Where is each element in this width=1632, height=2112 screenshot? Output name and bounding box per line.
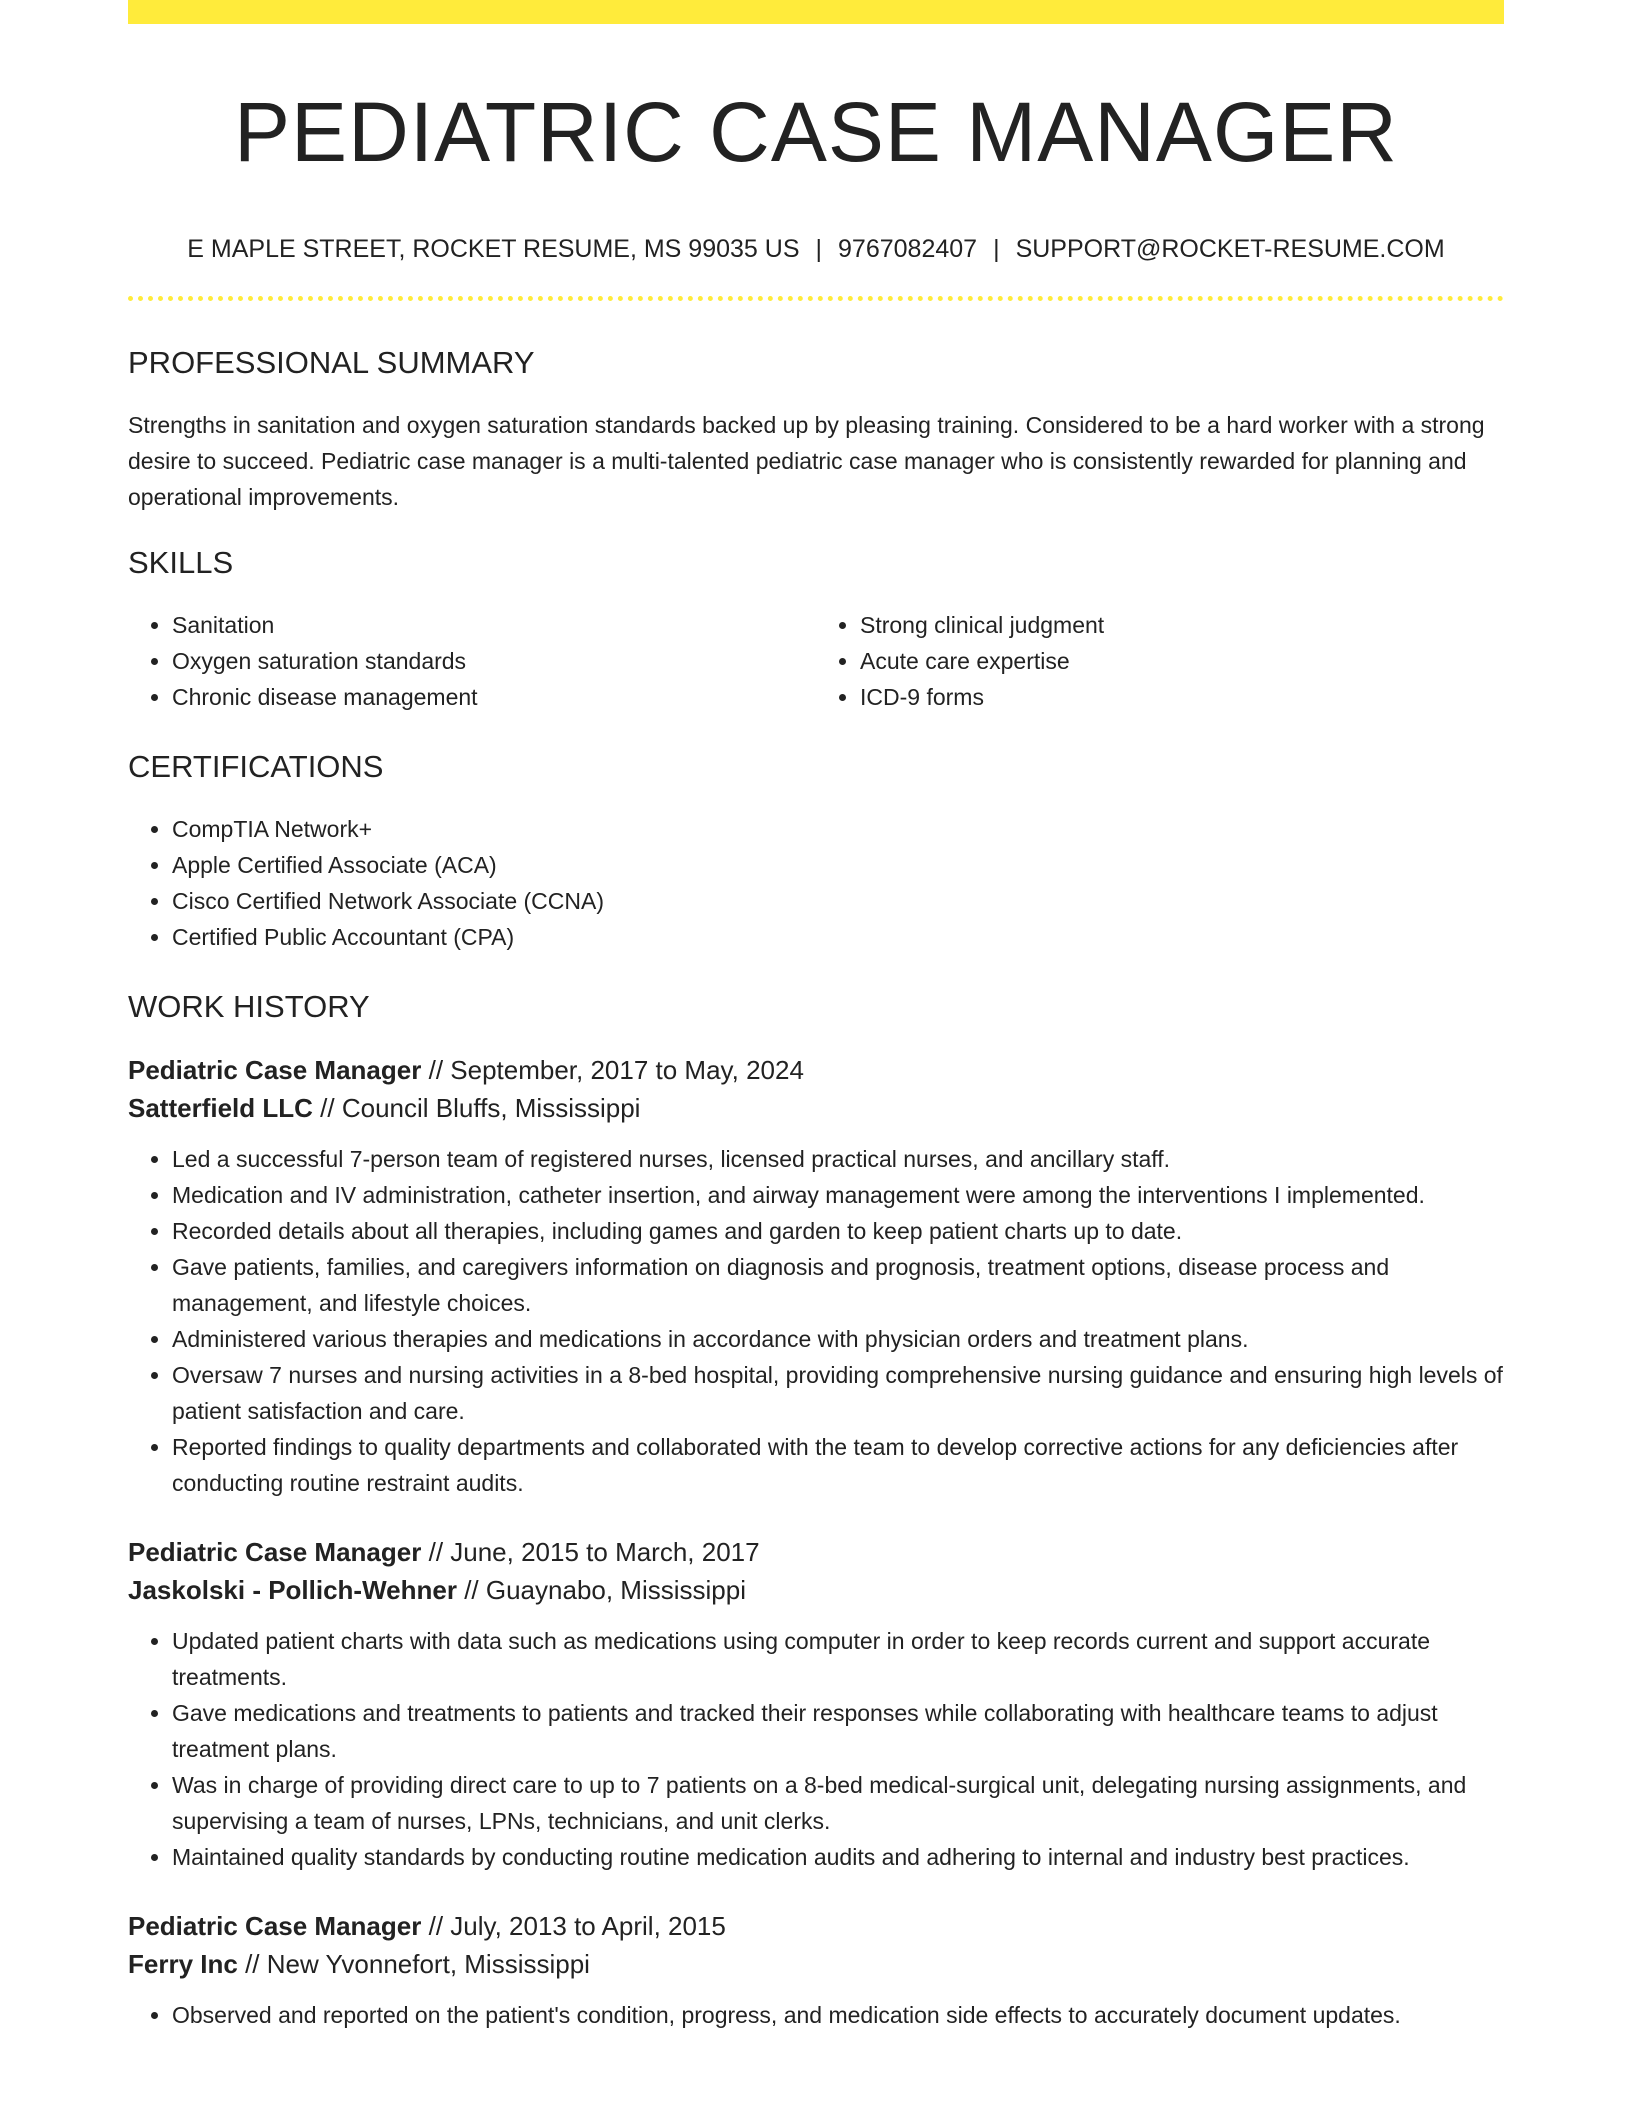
jobs-list bbox=[128, 1051, 1504, 2033]
job-company: Jaskolski - Pollich-Wehner bbox=[128, 1575, 457, 1605]
work-section bbox=[128, 989, 1504, 2033]
list-item: • Reported findings to quality departments and collaborated with the team to develop corrective actions for any deficiencies after conducting routine restraint audits. bbox=[172, 1429, 1504, 1501]
job-title: Pediatric Case Manager bbox=[128, 1537, 422, 1567]
work-heading: WORK HISTORY bbox=[128, 989, 370, 1024]
job-dates: // September, 2017 to May, 2024 bbox=[428, 1055, 804, 1085]
job-company-line bbox=[128, 1945, 1504, 1983]
skills-section bbox=[128, 545, 1504, 715]
skills-columns bbox=[128, 607, 1504, 715]
summary-heading: PROFESSIONAL SUMMARY bbox=[128, 345, 535, 380]
certifications-section bbox=[128, 749, 1504, 955]
list-item: • Gave patients, families, and caregivers information on diagnosis and prognosis, treatment options, disease process and management, and lifestyle choices. bbox=[172, 1249, 1504, 1321]
job-location: // New Yvonnefort, Mississippi bbox=[245, 1949, 590, 1979]
job-dates: // June, 2015 to March, 2017 bbox=[428, 1537, 760, 1567]
list-item: • ICD-9 forms bbox=[860, 679, 1504, 715]
job-title-line bbox=[128, 1907, 1504, 1945]
list-item: • Gave medications and treatments to patients and tracked their responses while collaborating with healthcare teams to adjust treatment plans. bbox=[172, 1695, 1504, 1767]
phone: 9767082407 bbox=[838, 235, 978, 263]
job-company: Ferry Inc bbox=[128, 1949, 238, 1979]
job-company-line bbox=[128, 1089, 1504, 1127]
job-title-line bbox=[128, 1051, 1504, 1089]
email: SUPPORT@ROCKET-RESUME.COM bbox=[1015, 235, 1445, 263]
job-bullets bbox=[128, 1623, 1504, 1875]
skills-left-list bbox=[128, 607, 816, 715]
skills-heading: SKILLS bbox=[128, 545, 234, 580]
job-title: Pediatric Case Manager bbox=[128, 1055, 422, 1085]
list-item: • Oxygen saturation standards bbox=[172, 643, 816, 679]
dotted-divider bbox=[128, 296, 1504, 301]
list-item: • Oversaw 7 nurses and nursing activities in a 8-bed hospital, providing comprehensive nursing guidance and ensuring high levels of patient satisfaction and care. bbox=[172, 1357, 1504, 1429]
job-title-line bbox=[128, 1533, 1504, 1571]
address: E MAPLE STREET, ROCKET RESUME, MS 99035 US bbox=[187, 235, 800, 263]
list-item: • CompTIA Network+ bbox=[172, 811, 1504, 847]
contact-separator: | bbox=[815, 235, 823, 263]
list-item: • Chronic disease management bbox=[172, 679, 816, 715]
list-item: • Was in charge of providing direct care to up to 7 patients on a 8-bed medical-surgical unit, delegating nursing assignments, and supervising a team of nurses, LPNs, technicians, and unit clerks. bbox=[172, 1767, 1504, 1839]
list-item: • Acute care expertise bbox=[860, 643, 1504, 679]
list-item: • Updated patient charts with data such as medications using computer in order to keep records current and support accurate treatments. bbox=[172, 1623, 1504, 1695]
contact-line bbox=[128, 234, 1504, 264]
job-location: // Guaynabo, Mississippi bbox=[464, 1575, 746, 1605]
job-entry bbox=[128, 1051, 1504, 1501]
list-item: • Cisco Certified Network Associate (CCNA) bbox=[172, 883, 1504, 919]
certifications-heading: CERTIFICATIONS bbox=[128, 749, 384, 784]
list-item: • Led a successful 7-person team of registered nurses, licensed practical nurses, and ancillary staff. bbox=[172, 1141, 1504, 1177]
skills-right-list bbox=[816, 607, 1504, 715]
list-item: • Certified Public Accountant (CPA) bbox=[172, 919, 1504, 955]
list-item: • Maintained quality standards by conducting routine medication audits and adhering to internal and industry best practices. bbox=[172, 1839, 1504, 1875]
job-entry bbox=[128, 1533, 1504, 1875]
list-item: • Strong clinical judgment bbox=[860, 607, 1504, 643]
job-title: Pediatric Case Manager bbox=[128, 1911, 422, 1941]
job-dates: // July, 2013 to April, 2015 bbox=[428, 1911, 726, 1941]
job-company: Satterfield LLC bbox=[128, 1093, 313, 1123]
list-item: • Sanitation bbox=[172, 607, 816, 643]
job-bullets bbox=[128, 1141, 1504, 1501]
accent-bar bbox=[128, 0, 1504, 24]
contact-separator: | bbox=[993, 235, 1000, 263]
job-location: // Council Bluffs, Mississippi bbox=[320, 1093, 641, 1123]
summary-text: Strengths in sanitation and oxygen saturation standards backed up by pleasing training. Considered to be a hard worker with a strong desire to succeed. Pediatric case manager is a multi-talented pediatric case manager who is consistently rewarded for planning and operational improvements. bbox=[128, 412, 1485, 510]
list-item: • Medication and IV administration, catheter insertion, and airway management were among the interventions I implemented. bbox=[172, 1177, 1504, 1213]
job-bullets bbox=[128, 1997, 1504, 2033]
list-item: • Apple Certified Associate (ACA) bbox=[172, 847, 1504, 883]
job-entry bbox=[128, 1907, 1504, 2033]
list-item: • Observed and reported on the patient's condition, progress, and medication side effects to accurately document updates. bbox=[172, 1997, 1504, 2033]
page-title: PEDIATRIC CASE MANAGER bbox=[234, 85, 1398, 179]
list-item: • Recorded details about all therapies, including games and garden to keep patient charts up to date. bbox=[172, 1213, 1504, 1249]
resume-page bbox=[128, 0, 1504, 2033]
summary-section bbox=[128, 345, 1504, 515]
certifications-list bbox=[128, 811, 1504, 955]
job-company-line bbox=[128, 1571, 1504, 1609]
list-item: • Administered various therapies and medications in accordance with physician orders and treatment plans. bbox=[172, 1321, 1504, 1357]
